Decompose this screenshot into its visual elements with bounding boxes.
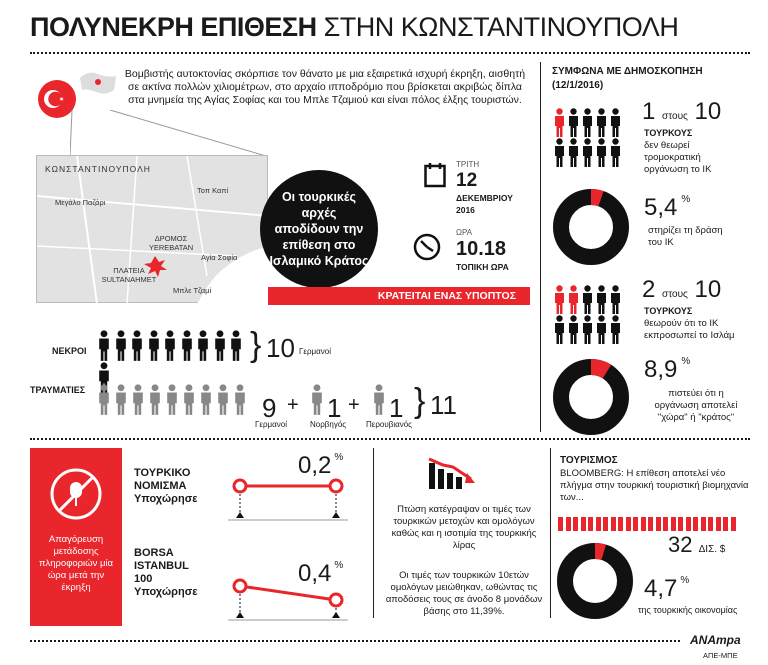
tourism-bar xyxy=(573,517,578,531)
tourism-bar xyxy=(633,517,638,531)
tourism-bar xyxy=(701,517,706,531)
injured-icon xyxy=(310,384,324,418)
person-icon xyxy=(147,330,161,362)
donut-chart-2 xyxy=(552,358,630,436)
survey-title: ΣΥΜΦΩΝΑ ΜΕ ΔΗΜΟΣΚΟΠΗΣΗ xyxy=(552,66,703,77)
survey-3-big: 2 στους 10 xyxy=(642,276,722,303)
person-icon xyxy=(148,384,162,416)
tourism-amount: 32 ΔΙΣ. $ xyxy=(668,532,726,557)
time-sub: ΤΟΠΙΚΗ ΩΡΑ xyxy=(456,262,509,272)
tourism-bar xyxy=(618,517,623,531)
person-icon xyxy=(567,285,580,315)
injured-desc-1: Γερμανοί xyxy=(255,420,287,429)
divider xyxy=(373,448,374,618)
person-icon xyxy=(595,138,608,168)
day-label: ΤΡΙΤΗ xyxy=(456,160,480,169)
time-value: 10.18 xyxy=(456,238,507,260)
calendar-icon xyxy=(424,162,446,188)
person-icon xyxy=(97,330,111,362)
injured-num-2: 1 xyxy=(327,393,342,423)
source-credit: ΑΠΕ-ΜΠΕ xyxy=(703,651,738,660)
tourism-bars xyxy=(558,517,748,533)
tourism-bar xyxy=(648,517,653,531)
tourism-bar xyxy=(626,517,631,531)
tourism-text: BLOOMBERG: Η επίθεση αποτελεί νέο πλήγμα στην τουρκική τουριστική βιομηχανία των... xyxy=(560,468,749,503)
people-grid-1 xyxy=(553,108,625,178)
map-label: ΠΛΑΤΕΙΑ SULTANAHMET xyxy=(101,266,157,284)
tourism-bar xyxy=(716,517,721,531)
currency-2-value: 0,4 % xyxy=(298,560,344,587)
injured-desc-2: Νορβηγός xyxy=(310,420,347,429)
attribution-circle: Οι τουρκικές αρχές αποδίδουν την επίθεση στο Ισλαμικό Κράτος xyxy=(260,170,378,288)
person-icon xyxy=(163,330,177,362)
survey-1-text: δεν θεωρεί τρομοκρατική οργάνωση το ΙΚ xyxy=(644,140,712,175)
injured-label: ΤΡΑΥΜΑΤΙΕΣ xyxy=(30,385,86,395)
dead-label: ΝΕΚΡΟΙ xyxy=(52,346,87,356)
person-icon xyxy=(567,315,580,345)
tourism-bar xyxy=(708,517,713,531)
person-icon xyxy=(114,330,128,362)
date-year: 2016 xyxy=(456,205,475,215)
person-icon xyxy=(180,330,194,362)
currency-1-title: ΤΟΥΡΚΙΚΟ ΝΟΜΙΣΜΑ Υποχώρησε xyxy=(134,467,198,505)
person-icon xyxy=(114,384,128,416)
person-icon xyxy=(372,384,386,416)
person-icon xyxy=(165,384,179,416)
person-icon xyxy=(553,315,566,345)
tourism-percent: 4,7 % xyxy=(644,575,690,602)
injured-num-3: 1 xyxy=(389,393,404,423)
people-grid-2 xyxy=(553,285,625,355)
page-title: ΠΟΛΥΝΕΚΡΗ ΕΠΙΘΕΣΗ ΣΤΗΝ ΚΩΝΣΤΑΝΤΙΝΟΥΠΟΛΗ xyxy=(30,12,679,42)
person-icon xyxy=(97,384,111,416)
injured-total: 11 xyxy=(430,390,457,420)
tourism-sub: της τουρκικής οικονομίας xyxy=(638,605,738,615)
person-icon xyxy=(595,315,608,345)
currency-2-slider xyxy=(228,576,348,626)
map-label: Αγία Σοφία xyxy=(201,253,238,262)
donut-chart-1 xyxy=(552,188,630,266)
person-icon xyxy=(609,285,622,315)
market-text-1: Πτώση κατέγραψαν οι τιμές των τουρκικών μετοχών και ομολόγων καθώς και η ισοτιμία της τουρκικής λίρας xyxy=(391,504,537,551)
person-icon xyxy=(553,138,566,168)
world-map-icon xyxy=(78,66,118,106)
tourism-bar xyxy=(671,517,676,531)
ban-panel xyxy=(30,448,122,626)
survey-2-text: στηρίζει τη δράση του ΙΚ xyxy=(648,225,723,248)
person-icon xyxy=(130,330,144,362)
person-icon xyxy=(581,285,594,315)
clock-icon xyxy=(412,232,442,262)
tourism-bar xyxy=(588,517,593,531)
person-icon xyxy=(609,138,622,168)
person-icon xyxy=(609,108,622,138)
market-text-2: Οι τιμές των τουρκικών 10ετών ομολόγων μειώθηκαν, ωθώντας τις αποδόσεις τους σε άνοδο 8 μονάδων βάσης στο 11,39%. xyxy=(385,570,543,617)
person-icon xyxy=(595,285,608,315)
intro-text: Βομβιστής αυτοκτονίας σκόρπισε τον θάνατο με μια εξαιρετικά ισχυρή έκρηξη, αισθητή σε ακτίνα πολλών χιλιομέτρων, στο αρχαίο ιπποδρόμιο που βρίσκεται ακριβώς δίπλα στα μνημεία της Αγίας Σοφίας και του Μπλε Τζαμιού και είναι πόλος έλξης τουριστών. xyxy=(124,68,526,106)
arrest-banner: ΚΡΑΤΕΙΤΑΙ ΕΝΑΣ ΥΠΟΠΤΟΣ xyxy=(268,287,530,305)
tourism-bar xyxy=(596,517,601,531)
dead-count: 10 xyxy=(266,333,295,363)
map-label: Μεγάλο Παζάρι xyxy=(55,198,106,207)
divider xyxy=(540,62,541,432)
person-icon xyxy=(131,384,145,416)
tourism-bar xyxy=(686,517,691,531)
tourism-bar xyxy=(693,517,698,531)
person-icon xyxy=(581,108,594,138)
person-icon xyxy=(553,108,566,138)
brace: } xyxy=(414,382,426,420)
person-icon xyxy=(553,285,566,315)
tourism-bar xyxy=(678,517,683,531)
person-icon xyxy=(581,315,594,345)
dead-desc: Γερμανοί xyxy=(299,347,331,356)
survey-3-text: θεωρούν ότι το ΙΚ εκπροσωπεί το Ισλάμ xyxy=(644,318,735,341)
tourism-bar xyxy=(566,517,571,531)
injured-icon xyxy=(372,384,386,418)
tourism-bar xyxy=(641,517,646,531)
survey-4-text: πιστεύει ότι η οργάνωση αποτελεί "χώρα" ή "κράτος" xyxy=(654,388,738,423)
person-icon xyxy=(609,315,622,345)
person-icon xyxy=(567,138,580,168)
person-icon xyxy=(229,330,243,362)
no-broadcast-icon xyxy=(46,464,106,524)
tourism-bar xyxy=(581,517,586,531)
person-icon xyxy=(310,384,324,416)
tourism-bar xyxy=(611,517,616,531)
map-connector xyxy=(70,110,270,160)
survey-2-percent: 5,4 % xyxy=(644,194,691,221)
injured-icons xyxy=(97,384,257,418)
tourism-bar xyxy=(558,517,563,531)
brace: } xyxy=(250,326,262,364)
divider xyxy=(30,52,750,54)
person-icon xyxy=(182,384,196,416)
survey-1-line1: ΤΟΥΡΚΟΥΣ xyxy=(644,128,693,138)
plus-sign: + xyxy=(287,394,299,416)
city-map xyxy=(36,155,268,303)
injured-num-1: 9 xyxy=(262,393,277,423)
time-label: ΩΡΑ xyxy=(456,228,473,237)
survey-1-big: 1 στους 10 xyxy=(642,98,722,125)
plus-sign: + xyxy=(348,394,360,416)
injured-desc-3: Περουβιανός xyxy=(366,420,413,429)
person-icon xyxy=(213,330,227,362)
donut-chart-3 xyxy=(556,542,634,620)
date-month: ΔΕΚΕΜΒΡΙΟΥ xyxy=(456,193,513,203)
currency-1-slider xyxy=(228,474,348,526)
tourism-bar xyxy=(603,517,608,531)
tourism-bar xyxy=(731,517,736,531)
tourism-bar xyxy=(723,517,728,531)
person-icon xyxy=(199,384,213,416)
divider xyxy=(30,438,750,440)
survey-4-percent: 8,9 % xyxy=(644,356,691,383)
person-icon xyxy=(216,384,230,416)
person-icon xyxy=(581,138,594,168)
dead-icons xyxy=(97,330,257,364)
tourism-bar xyxy=(656,517,661,531)
currency-2-title: BORSA ISTANBUL 100 Υποχώρησε xyxy=(134,547,198,598)
ban-text: Απαγόρευση μετάδοσης πληροφοριών μία ώρα μετά την έκρηξη xyxy=(38,534,114,593)
map-label: Μπλε Τζαμί xyxy=(173,286,212,295)
person-icon xyxy=(595,108,608,138)
tourism-bar xyxy=(663,517,668,531)
person-icon xyxy=(233,384,247,416)
divider xyxy=(550,448,551,618)
date-day: 12 xyxy=(456,170,478,191)
survey-date: (12/1/2016) xyxy=(552,80,604,91)
person-icon xyxy=(196,330,210,362)
survey-3-line1: ΤΟΥΡΚΟΥΣ xyxy=(644,306,693,316)
map-label: Τοπ Καπί xyxy=(197,186,229,195)
tourism-title: ΤΟΥΡΙΣΜΟΣ xyxy=(560,455,618,466)
map-label: ΔΡΟΜΟΣ YEREBATAN xyxy=(148,234,194,252)
map-city-label: ΚΩΝΣΤΑΝΤΙΝΟΥΠΟΛΗ xyxy=(45,164,151,174)
market-down-icon xyxy=(427,455,477,491)
divider xyxy=(30,640,680,642)
person-icon xyxy=(567,108,580,138)
ana-logo: ΑΝΑmpa xyxy=(690,633,741,647)
currency-1-value: 0,2 % xyxy=(298,452,344,479)
